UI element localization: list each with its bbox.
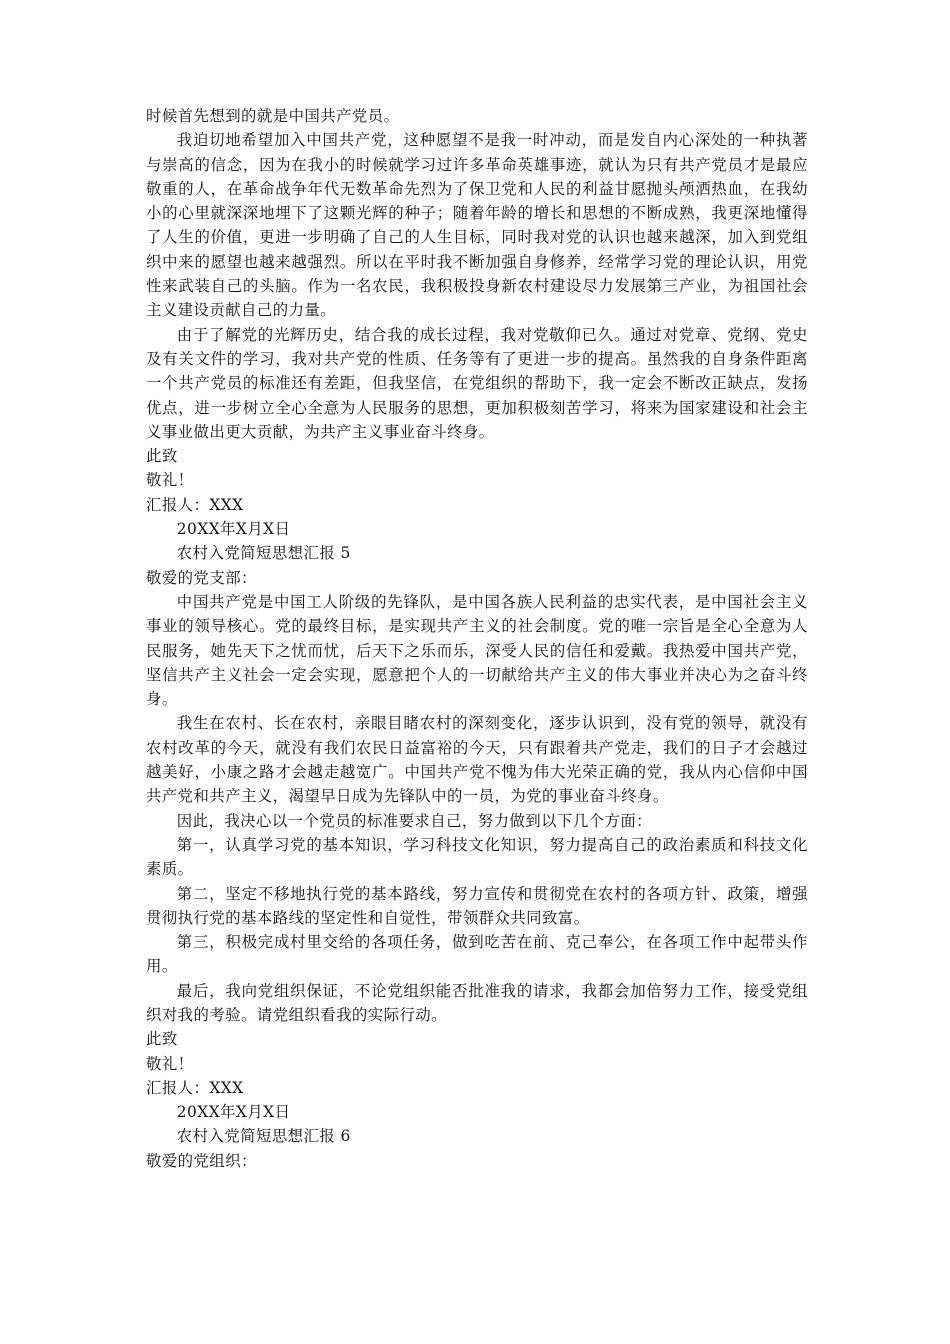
opening-line: 时候首先想到的就是中国共产党员。 (146, 107, 400, 125)
paragraph: 我迫切地希望加入中国共产党，这种愿望不是我一时冲动，而是发自内心深处的一种执著与崇高的信念，因为在我小的时候就学习过许多革命英雄事迹，就认为只有共产党员才是最应敬重的人，在革命战争年代无数革命先烈为了保卫党和人民的利益甘愿抛头颅洒热血，在我幼小的心里就深深地埋下了这颗光辉的种子；随着年龄的增长和思想的不断成熟，我更深地懂得了人生的价值，更进一步明确了自己的人生目标，同时我对党的认识也越来越深，加入到党组织中来的愿望也越来越强烈。所以在平时我不断加强自身修养，经常学习党的理论认识，用党性来武装自己的头脑。作为一名农民，我积极投身新农村建设尽力发展第三产业，为祖国社会主义建设贡献自己的力量。 (146, 131, 808, 320)
closing-phrase: 此致 (146, 447, 178, 466)
report-date: 20XX年X月X日 (176, 1103, 291, 1122)
paragraph: 第二，坚定不移地执行党的基本路线，努力宣传和贯彻党在农村的各项方针、政策，增强贯彻执行党的基本路线的坚定性和自觉性，带领群众共同致富。 (146, 884, 808, 927)
paragraph: 最后，我向党组织保证，不论党组织能否批准我的请求，我都会加倍努力工作，接受党组织对我的考验。请党组织看我的实际行动。 (146, 981, 808, 1024)
closing-phrase: 此致 (146, 1030, 178, 1049)
paragraph: 因此，我决心以一个党员的标准要求自己，努力做到以下几个方面： (176, 811, 653, 830)
paragraph: 第一，认真学习党的基本知识，学习科技文化知识，努力提高自己的政治素质和科技文化素质。 (146, 835, 808, 879)
paragraph: 由于了解党的光辉历史，结合我的成长过程，我对党敬仰已久。通过对党章、党纲、党史及有关文件的学习，我对共产党的性质、任务等有了更进一步的提高。虽然我的自身条件距离一个共产党员的标准还有差距，但我坚信，在党组织的帮助下，我一定会不断改正缺点，发扬优点，进一步树立全心全意为人民服务的思想，更加积极刻苦学习，将来为国家建设和社会主义事业做出更大贡献，为共产主义事业奋斗终身。 (146, 325, 808, 441)
salute: 敬礼！ (146, 1054, 194, 1073)
greeting: 敬爱的党支部： (146, 568, 257, 587)
section-title: 农村入党简短思想汇报 6 (176, 1127, 351, 1146)
salute: 敬礼！ (146, 471, 194, 490)
reporter: 汇报人：XXX (146, 1078, 244, 1097)
paragraph: 第三，积极完成村里交给的各项任务，做到吃苦在前、克己奉公，在各项工作中起带头作用。 (146, 933, 808, 976)
report-date: 20XX年X月X日 (176, 520, 291, 539)
paragraph: 中国共产党是中国工人阶级的先锋队，是中国各族人民利益的忠实代表，是中国社会主义事业的领导核心。党的最终目标，是实现共产主义的社会制度。党的唯一宗旨是全心全意为人民服务，她先天下之忧而忧，后天下之乐而乐，深受人民的信任和爱戴。我热爱中国共产党，坚信共产主义社会一定会实现，愿意把个人的一切献给共产主义的伟大事业并决心为之奋斗终身。 (146, 592, 808, 709)
reporter: 汇报人：XXX (146, 495, 244, 514)
greeting: 敬爱的党组织： (146, 1151, 257, 1170)
section-title: 农村入党简短思想汇报 5 (176, 544, 351, 563)
paragraph: 我生在农村、长在农村，亲眼目睹农村的深刻变化，逐步认识到，没有党的领导，就没有农村改革的今天，就没有我们农民日益富裕的今天，只有跟着共产党走，我们的日子才会越过越美好，小康之路才会越走越宽广。中国共产党不愧为伟大光荣正确的党，我从内心信仰中国共产党和共产主义，渴望早日成为先锋队中的一员，为党的事业奋斗终身。 (146, 714, 808, 806)
document-page (146, 104, 808, 1173)
